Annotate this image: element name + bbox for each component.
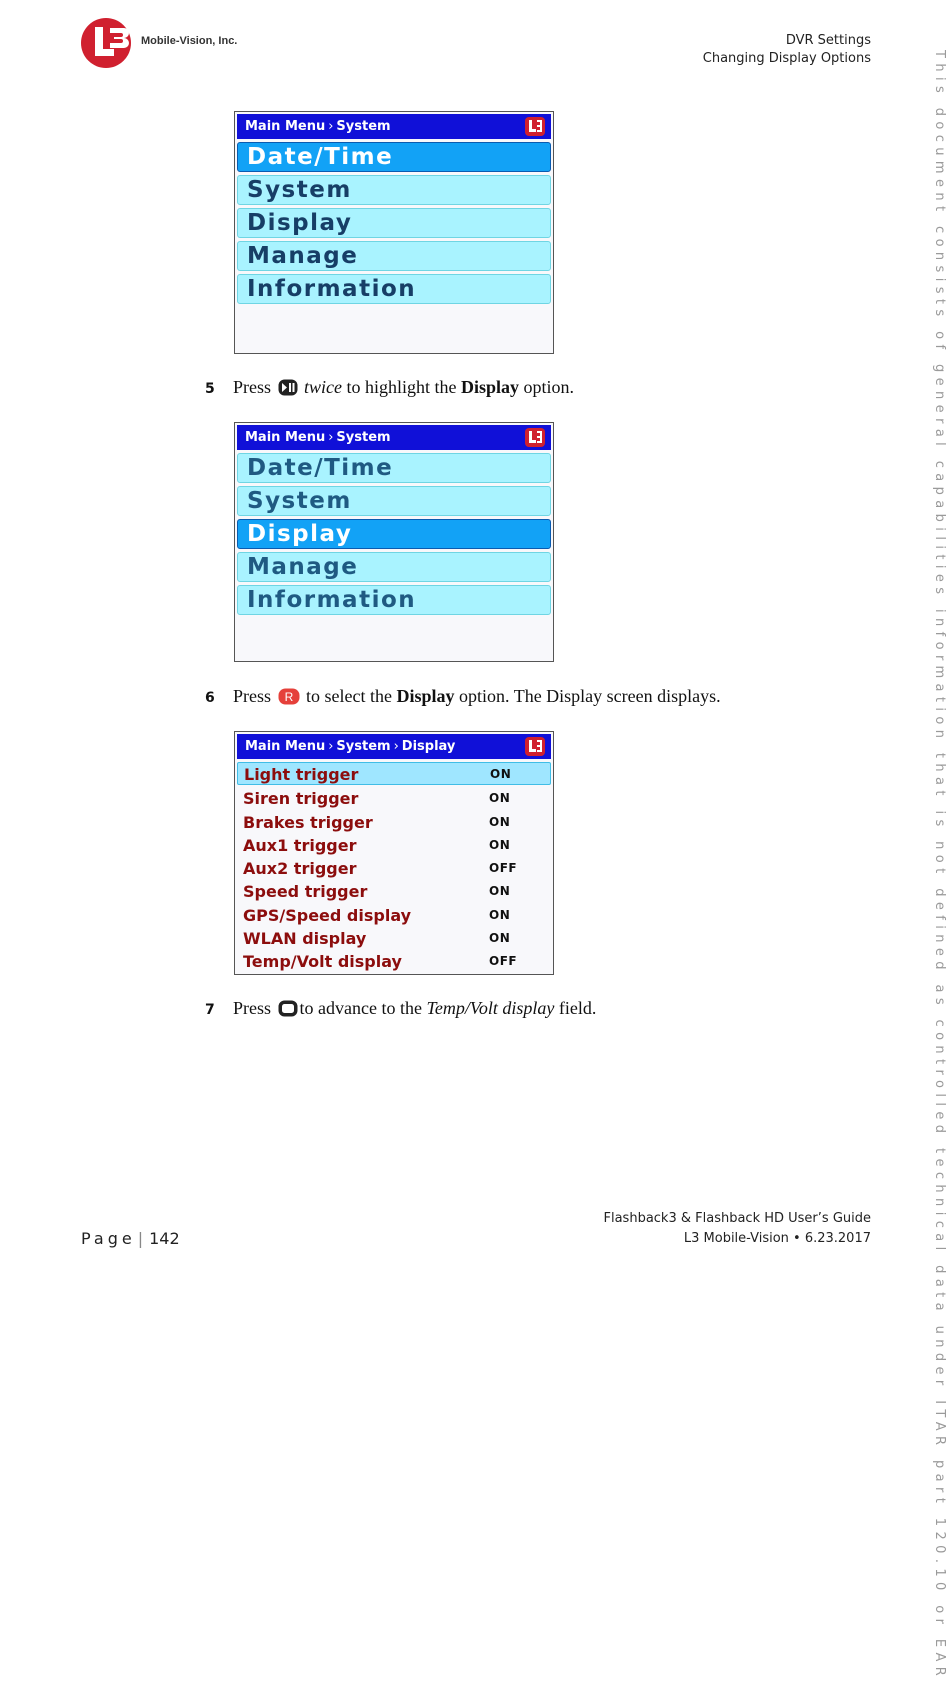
company-name: Mobile-Vision, Inc. bbox=[141, 35, 238, 47]
setting-label: Aux2 trigger bbox=[243, 859, 357, 879]
step-5 bbox=[205, 377, 574, 398]
step-text: Press bbox=[233, 998, 272, 1018]
step-text: to select the bbox=[306, 686, 392, 706]
guide-title: Flashback3 & Flashback HD User’s Guide bbox=[603, 1211, 871, 1226]
setting-label: Aux1 trigger bbox=[243, 835, 357, 855]
l3-badge-icon bbox=[525, 428, 545, 447]
step-text: option. The Display screen displays. bbox=[459, 686, 721, 706]
dvr-screen-display-settings bbox=[234, 731, 554, 975]
l3-badge-icon bbox=[525, 117, 545, 136]
step-text: option. bbox=[523, 377, 575, 397]
r-button-icon bbox=[278, 688, 300, 705]
setting-value: ON bbox=[489, 791, 511, 806]
itar-notice: This document consists of general capabilities information that is not defined as controlled technical data under ITAR part 120.10 or EAR bbox=[932, 50, 947, 1681]
step-option-name: Display bbox=[461, 377, 520, 397]
menu-item-manage[interactable]: Manage bbox=[237, 241, 551, 271]
breadcrumb-main-menu: Main Menu bbox=[245, 739, 326, 754]
step-number: 7 bbox=[205, 1002, 215, 1018]
dvr-screen-system-menu-1 bbox=[234, 111, 554, 354]
chevron-right-icon: › bbox=[328, 119, 334, 134]
chevron-right-icon: › bbox=[328, 739, 334, 754]
l3-badge-icon bbox=[525, 737, 545, 756]
play-pause-button-icon bbox=[278, 379, 298, 396]
setting-label: Speed trigger bbox=[243, 882, 368, 902]
menu-item-display[interactable]: Display bbox=[237, 208, 551, 238]
setting-row-brakes-trigger[interactable] bbox=[237, 811, 551, 834]
step-option-name: Display bbox=[396, 686, 455, 706]
step-6 bbox=[205, 686, 721, 707]
menu-item-information[interactable]: Information bbox=[237, 585, 551, 615]
page-number-footer bbox=[81, 1229, 180, 1248]
step-text: field. bbox=[558, 998, 597, 1018]
breadcrumb-main-menu: Main Menu bbox=[245, 430, 326, 445]
setting-value: OFF bbox=[489, 861, 518, 876]
setting-row-temp-volt-display[interactable] bbox=[237, 950, 551, 973]
setting-label: Temp/Volt display bbox=[243, 952, 402, 972]
section-title: DVR Settings bbox=[785, 33, 871, 48]
menu-item-display[interactable]: Display bbox=[237, 519, 551, 549]
chevron-right-icon: › bbox=[393, 739, 399, 754]
step-number: 5 bbox=[205, 381, 215, 397]
step-text: Press bbox=[233, 686, 272, 706]
setting-label: Brakes trigger bbox=[243, 812, 373, 832]
r-button-label: R bbox=[284, 690, 293, 704]
subsection-title: Changing Display Options bbox=[702, 51, 871, 66]
menu-item-manage[interactable]: Manage bbox=[237, 552, 551, 582]
step-7 bbox=[205, 998, 596, 1019]
step-text: Press bbox=[233, 377, 272, 397]
setting-row-wlan-display[interactable] bbox=[237, 927, 551, 950]
page-number: 142 bbox=[149, 1229, 180, 1248]
setting-row-aux1-trigger[interactable] bbox=[237, 834, 551, 857]
setting-value: ON bbox=[489, 907, 511, 922]
setting-value: OFF bbox=[489, 954, 518, 969]
setting-value: ON bbox=[489, 814, 511, 829]
menu-item-date-time[interactable]: Date/Time bbox=[237, 142, 551, 172]
setting-row-speed-trigger[interactable] bbox=[237, 880, 551, 903]
setting-label: Light trigger bbox=[244, 765, 359, 784]
breadcrumb-system: System bbox=[336, 430, 391, 445]
setting-label: WLAN display bbox=[243, 929, 367, 949]
breadcrumb-system: System bbox=[336, 119, 391, 134]
setting-value: ON bbox=[489, 931, 511, 946]
setting-row-light-trigger[interactable] bbox=[237, 762, 551, 785]
step-field-name: Temp/Volt display bbox=[426, 998, 555, 1018]
setting-row-gps-speed-display[interactable] bbox=[237, 904, 551, 927]
title-bar bbox=[237, 734, 551, 759]
advance-button-icon bbox=[278, 1000, 298, 1017]
step-text: to advance to the bbox=[299, 998, 422, 1018]
breadcrumb-system: System bbox=[336, 739, 391, 754]
step-number: 6 bbox=[205, 690, 215, 706]
menu-item-information[interactable]: Information bbox=[237, 274, 551, 304]
chevron-right-icon: › bbox=[328, 430, 334, 445]
dvr-screen-system-menu-2 bbox=[234, 422, 554, 662]
breadcrumb-display: Display bbox=[401, 739, 456, 754]
setting-value: ON bbox=[490, 767, 512, 781]
page-label: Page bbox=[81, 1229, 136, 1248]
setting-label: Siren trigger bbox=[243, 789, 359, 809]
title-bar bbox=[237, 425, 551, 450]
menu-item-system[interactable]: System bbox=[237, 175, 551, 205]
step-emphasis: twice bbox=[304, 377, 343, 397]
publisher-date: L3 Mobile-Vision • 6.23.2017 bbox=[683, 1231, 871, 1246]
setting-value: ON bbox=[489, 837, 511, 852]
breadcrumb-main-menu: Main Menu bbox=[245, 119, 326, 134]
menu-item-date-time[interactable]: Date/Time bbox=[237, 453, 551, 483]
title-bar bbox=[237, 114, 551, 139]
setting-row-aux2-trigger[interactable] bbox=[237, 857, 551, 880]
menu-item-system[interactable]: System bbox=[237, 486, 551, 516]
setting-label: GPS/Speed display bbox=[243, 905, 412, 925]
setting-value: ON bbox=[489, 884, 511, 899]
l3-logo bbox=[80, 18, 136, 68]
step-text: to highlight the bbox=[346, 377, 457, 397]
setting-row-siren-trigger[interactable] bbox=[237, 787, 551, 810]
footer-divider: | bbox=[137, 1229, 144, 1248]
